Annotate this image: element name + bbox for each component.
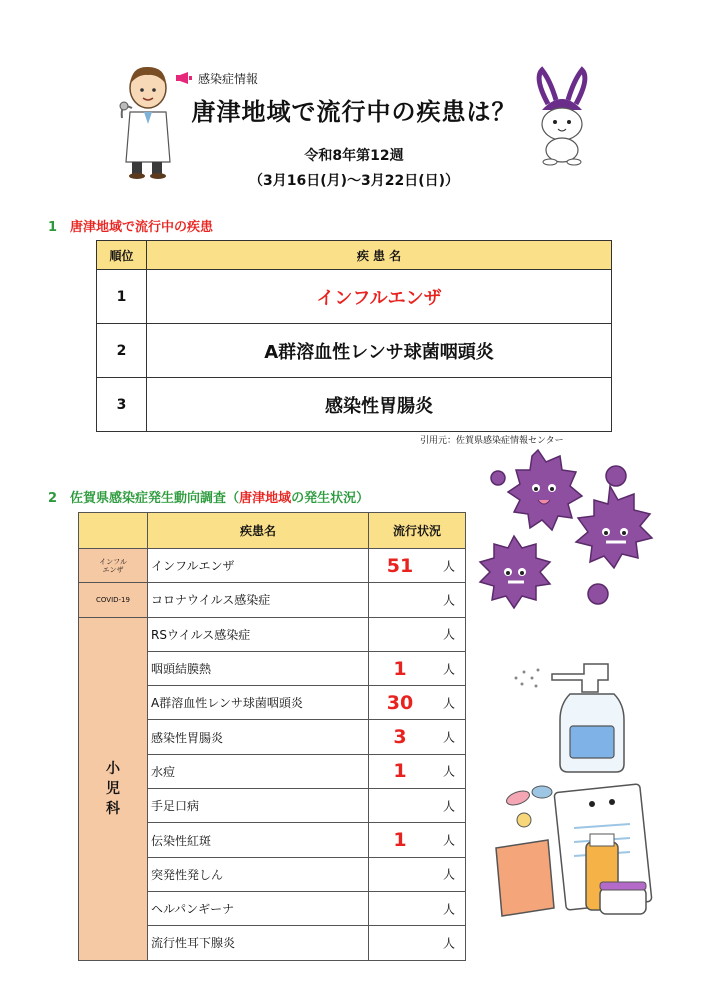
case-count: 30 bbox=[386, 691, 414, 714]
citation: 引用元：佐賀県感染症情報センター bbox=[420, 436, 564, 446]
top-diseases-table bbox=[96, 240, 612, 432]
disease-name: 突発性発しん bbox=[148, 857, 369, 891]
section1-heading bbox=[48, 216, 213, 235]
table-row bbox=[97, 378, 612, 432]
status-cell bbox=[369, 686, 466, 720]
disease-name: コロナウイルス感染症 bbox=[148, 583, 369, 617]
disease-name: A群溶血性レンサ球菌咽頭炎 bbox=[148, 686, 369, 720]
status-cell bbox=[369, 651, 466, 685]
disease-name: RSウイルス感染症 bbox=[148, 617, 369, 651]
rank-cell: 3 bbox=[97, 378, 147, 432]
table-row bbox=[79, 549, 466, 583]
megaphone-icon bbox=[176, 72, 192, 84]
category-pediatrics: 小 児 科 bbox=[79, 617, 148, 960]
case-count: 1 bbox=[393, 829, 407, 852]
medicine-illustration bbox=[490, 778, 660, 928]
status-cell bbox=[369, 857, 466, 891]
section2-area: 唐津地域 bbox=[239, 491, 292, 506]
case-count: 51 bbox=[386, 554, 414, 577]
status-cell bbox=[369, 823, 466, 857]
unit-label: 人 bbox=[442, 696, 455, 711]
status-cell bbox=[369, 617, 466, 651]
surveillance-table bbox=[78, 512, 466, 961]
section1-number: 1 bbox=[48, 220, 71, 235]
disease-cell: A群溶血性レンサ球菌咽頭炎 bbox=[147, 324, 612, 378]
virus-illustration bbox=[478, 448, 658, 638]
status-cell bbox=[369, 549, 466, 583]
case-count: 3 bbox=[393, 726, 407, 749]
section2-number: 2 bbox=[48, 491, 71, 506]
unit-label: 人 bbox=[442, 902, 455, 917]
case-count: 1 bbox=[393, 657, 407, 680]
disease-name: 咽頭結膜熱 bbox=[148, 651, 369, 685]
disease-name: ヘルパンギーナ bbox=[148, 891, 369, 925]
unit-label: 人 bbox=[442, 764, 455, 779]
disease-name: 感染性胃腸炎 bbox=[148, 720, 369, 754]
status-column-header: 流行状況 bbox=[369, 513, 466, 549]
status-cell bbox=[369, 720, 466, 754]
section2-paren-open: （ bbox=[226, 491, 240, 506]
table-header-row bbox=[97, 241, 612, 270]
table-row bbox=[79, 617, 466, 651]
table-row bbox=[97, 270, 612, 324]
unit-label: 人 bbox=[442, 936, 455, 951]
unit-label: 人 bbox=[442, 662, 455, 677]
table-row bbox=[97, 324, 612, 378]
disease-column-header: 疾患名 bbox=[148, 513, 369, 549]
unit-label: 人 bbox=[442, 867, 455, 882]
status-cell bbox=[369, 891, 466, 925]
unit-label: 人 bbox=[442, 559, 455, 574]
status-cell bbox=[369, 926, 466, 960]
unit-label: 人 bbox=[442, 593, 455, 608]
disease-name: 流行性耳下腺炎 bbox=[148, 926, 369, 960]
sanitizer-illustration bbox=[512, 648, 642, 776]
disease-name: インフルエンザ bbox=[148, 549, 369, 583]
report-date-range: （3月16日(月)～3月22日(日)） bbox=[248, 173, 460, 189]
category-flu: インフル エンザ bbox=[79, 549, 148, 583]
section2-heading bbox=[48, 487, 369, 506]
disease-cell: インフルエンザ bbox=[147, 270, 612, 324]
case-count: 1 bbox=[393, 760, 407, 783]
status-cell bbox=[369, 583, 466, 617]
unit-label: 人 bbox=[442, 627, 455, 642]
report-week: 令和8年第12週 bbox=[304, 148, 404, 164]
mascot-illustration bbox=[530, 66, 594, 166]
header-label: 感染症情報 bbox=[198, 72, 259, 86]
rank-column-header: 順位 bbox=[97, 241, 147, 270]
disease-column-header: 疾 患 名 bbox=[147, 241, 612, 270]
unit-label: 人 bbox=[442, 730, 455, 745]
page-title: 唐津地域で流行中の疾患は？ bbox=[191, 98, 517, 126]
table-header-row bbox=[79, 513, 466, 549]
rank-cell: 1 bbox=[97, 270, 147, 324]
category-column-header bbox=[79, 513, 148, 549]
disease-cell: 感染性胃腸炎 bbox=[147, 378, 612, 432]
category-covid: COVID-19 bbox=[79, 583, 148, 617]
section1-title: 唐津地域で流行中の疾患 bbox=[70, 220, 214, 235]
table-row bbox=[79, 583, 466, 617]
rank-cell: 2 bbox=[97, 324, 147, 378]
unit-label: 人 bbox=[442, 799, 455, 814]
section2-title: 佐賀県感染症発生動向調査 bbox=[70, 491, 227, 506]
status-cell bbox=[369, 754, 466, 788]
status-cell bbox=[369, 789, 466, 823]
section2-paren-rest: の発生状況） bbox=[291, 491, 370, 506]
disease-name: 伝染性紅斑 bbox=[148, 823, 369, 857]
disease-name: 水痘 bbox=[148, 754, 369, 788]
unit-label: 人 bbox=[442, 833, 455, 848]
disease-name: 手足口病 bbox=[148, 789, 369, 823]
